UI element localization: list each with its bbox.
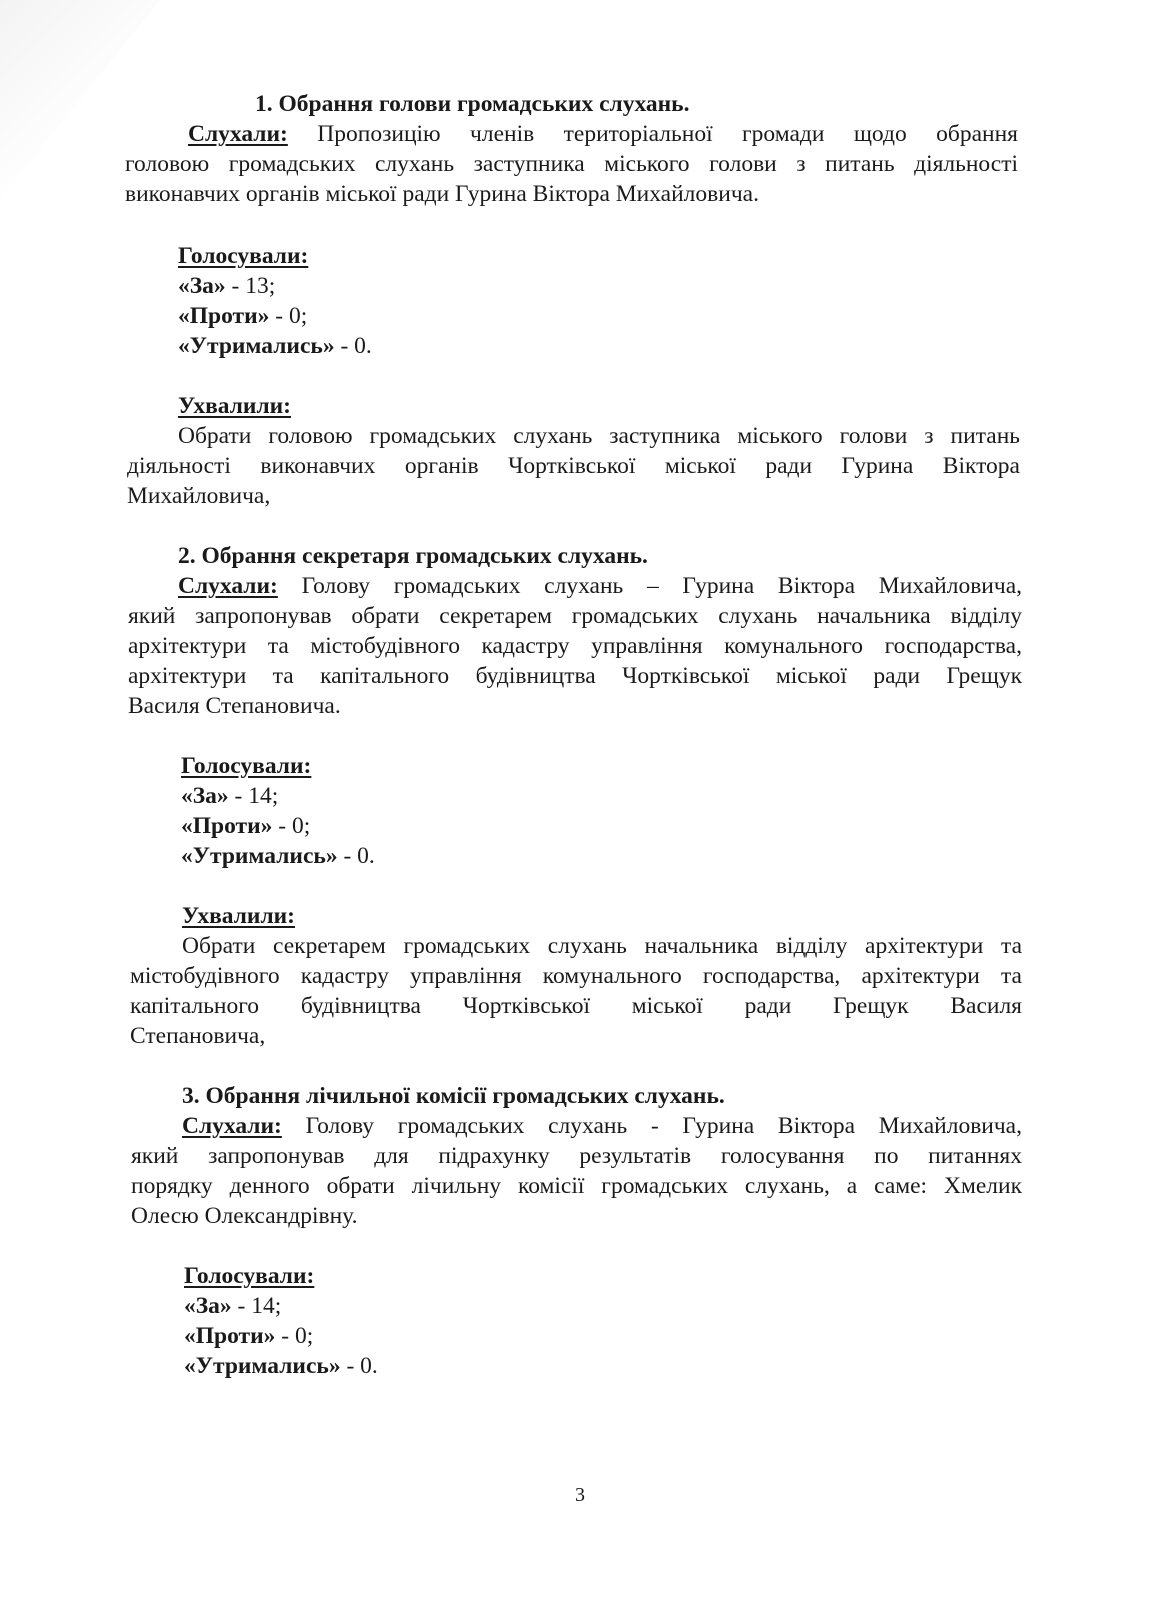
vote-value: - 14; (237, 1293, 282, 1319)
section-3-voted-label: Голосували: (184, 1263, 315, 1289)
section-2-heard-line-1 (178, 572, 1022, 600)
section-2-approved-line-4: Степановича, (130, 1023, 266, 1049)
vote-label: «Проти» (178, 303, 270, 329)
section-2-heard-line-5: Василя Степановича. (128, 693, 341, 719)
vote-value: - 13; (231, 273, 276, 299)
vote-label: «Утримались» (184, 1353, 341, 1379)
section-3-heard-line-1 (182, 1112, 1022, 1140)
section-3-heard-line-2: який запропонував для підрахунку результатів голосування по питаннях (131, 1143, 1022, 1169)
section-2-heard-line-2: який запропонував обрати секретарем громадських слухань начальника відділу (128, 603, 1022, 629)
section-2-approved-label: Ухвалили: (182, 903, 295, 929)
section-2-heard-line-4: архітектури та капітального будівництва Чортківської міської ради Грещук (128, 663, 1022, 689)
heard-label: Слухали: (178, 573, 278, 599)
section-3-vote-abstained (184, 1352, 378, 1380)
vote-value: - 0; (278, 813, 311, 839)
section-1-vote-against (178, 302, 307, 330)
section-1-vote-abstained (178, 332, 372, 360)
section-3-heard-line-3: порядку денного обрати лічильну комісії громадських слухань, а саме: Хмелик (131, 1173, 1022, 1199)
page-number: 3 (575, 1484, 585, 1506)
section-1-vote-for (178, 272, 275, 300)
vote-label: «Проти» (184, 1323, 276, 1349)
section-3-heading: 3. Обрання лічильної комісії громадських слухань. (182, 1083, 725, 1109)
vote-label: «Проти» (181, 813, 273, 839)
heard-text: Пропозицію членів територіальної громади щодо обрання (317, 121, 1018, 147)
section-2-vote-for (181, 782, 278, 810)
section-1-heading: 1. Обрання голови громадських слухань. (255, 91, 690, 117)
section-2-approved-line-3: капітального будівництва Чортківської міської ради Грещук Василя (130, 993, 1022, 1019)
section-2-heading: 2. Обрання секретаря громадських слухань. (178, 543, 648, 569)
section-1-heard-line-1 (188, 120, 1018, 148)
section-2-vote-abstained (181, 842, 375, 870)
section-2-approved-line-1: Обрати секретарем громадських слухань начальника відділу архітектури та (182, 933, 1022, 959)
section-2-approved-line-2: містобудівного кадастру управління комунального господарства, архітектури та (130, 963, 1022, 989)
vote-label: «За» (178, 273, 226, 299)
vote-value: - 0; (281, 1323, 314, 1349)
heard-text: Голову громадських слухань – Гурина Віктора Михайловича, (301, 573, 1022, 599)
vote-value: - 0; (275, 303, 308, 329)
section-1-approved-line-2: діяльності виконавчих органів Чортківської міської ради Гурина Віктора (127, 453, 1020, 479)
section-3-heard-line-4: Олесю Олександрівну. (131, 1203, 358, 1229)
section-1-heard-line-3: виконавчих органів міської ради Гурина Віктора Михайловича. (125, 181, 759, 207)
section-3-vote-for (184, 1292, 281, 1320)
section-1-approved-line-1: Обрати головою громадських слухань заступника міського голови з питань (178, 423, 1020, 449)
section-1-approved-line-3: Михайловича, (127, 483, 271, 509)
vote-label: «Утримались» (181, 843, 338, 869)
section-1-approved-label: Ухвалили: (178, 393, 291, 419)
section-1-heard-line-2: головою громадських слухань заступника міського голови з питань діяльності (125, 151, 1018, 177)
vote-label: «Утримались» (178, 333, 335, 359)
section-2-heard-line-3: архітектури та містобудівного кадастру управління комунального господарства, (128, 633, 1022, 659)
heard-label: Слухали: (188, 121, 288, 147)
section-2-voted-label: Голосували: (181, 753, 312, 779)
heard-text: Голову громадських слухань - Гурина Віктора Михайловича, (305, 1113, 1022, 1139)
vote-value: - 14; (234, 783, 279, 809)
section-1-voted-label: Голосували: (178, 243, 309, 269)
vote-value: - 0. (343, 843, 375, 869)
section-2-vote-against (181, 812, 310, 840)
vote-label: «За» (184, 1293, 232, 1319)
vote-label: «За» (181, 783, 229, 809)
heard-label: Слухали: (182, 1113, 282, 1139)
vote-value: - 0. (346, 1353, 378, 1379)
section-3-vote-against (184, 1322, 313, 1350)
vote-value: - 0. (340, 333, 372, 359)
